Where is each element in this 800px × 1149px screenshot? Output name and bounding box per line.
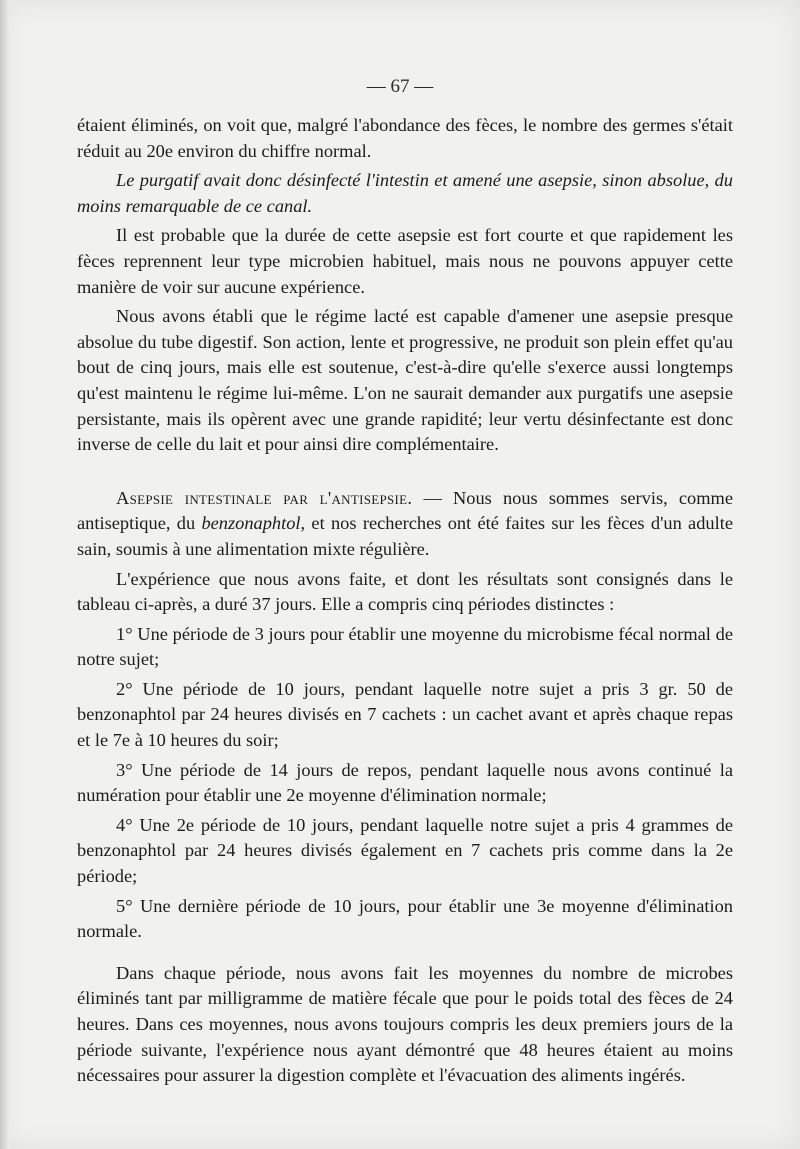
section-lead-1: — Nous nous sommes servis, comme antiseptique, du [77, 487, 733, 534]
paragraph-asepsie-duree: Il est probable que la durée de cette asepsie est fort courte et que rapidement les fèces reprennent leur type microbien habituel, mais nous ne pouvons appuyer cette manière de voir sur aucune expérience. [77, 225, 733, 297]
list-item-periode-3: 3° Une période de 14 jours de repos, pendant laquelle nous avons continué la numération pour établir une 2e moyenne d'élimination normale; [77, 759, 733, 806]
section-heading: Asepsie intestinale par l'antisepsie. [116, 487, 413, 508]
paragraph-italic-conclusion: Le purgatif avait donc désinfecté l'intestin et amené une asepsie, sinon absolue, du moins remarquable de ce canal. [77, 170, 733, 216]
page-edge-shadow [0, 0, 10, 1149]
list-item-periode-4: 4° Une 2e période de 10 jours, pendant laquelle notre sujet a pris 4 grammes de benzonaphtol par 24 heures divisés également en 7 cachets pris comme dans la 2e période; [77, 814, 733, 887]
page-number: — 67 — [366, 76, 434, 97]
list-item-periode-5: 5° Une dernière période de 10 jours, pour établir une 3e moyenne d'élimination normale. [77, 895, 733, 942]
paragraph-experience: L'expérience que nous avons faite, et dont les résultats sont consignés dans le tableau ci-après, a duré 37 jours. Elle a compris cinq périodes distinctes : [77, 568, 733, 615]
paragraph-continuation: étaient éliminés, on voit que, malgré l'abondance des fèces, le nombre des germes s'était réduit au 20e environ du chiffre normal. [77, 115, 733, 161]
list-item-periode-2: 2° Une période de 10 jours, pendant laquelle notre sujet a pris 3 gr. 50 de benzonaphtol par 24 heures divisés en 7 cachets : un cachet avant et après chaque repas et le 7e à 10 heures du soir; [77, 678, 733, 751]
body-text [77, 113, 733, 1093]
drug-name: benzonaphtol [201, 513, 301, 534]
paragraph-regime-lacte: Nous avons établi que le régime lacté est capable d'amener une asepsie presque absolue du tube digestif. Son action, lente et progressive, ne produit son plein effet qu'au bout de cinq jours, mais elle est soutenue, c'est-à-dire qu'elle s'exerce aussi longtemps qu'est maintenu le régime lui-même. L'on ne saurait demander aux purgatifs une asepsie persistante, mais ils opèrent avec une grande rapidité; leur vertu désinfectante est donc inverse de celle du lait et pour ainsi dire complémentaire. [77, 306, 733, 455]
section-lead-2: , et nos recherches ont été faites sur les fèces d'un adulte sain, soumis à une alimentation mixte régulière. [77, 513, 733, 559]
paragraph-moyennes: Dans chaque période, nous avons fait les moyennes du nombre de microbes éliminés tant par milligramme de matière fécale que pour le poids total des fèces de 24 heures. Dans ces moyennes, nous avons toujours compris les deux premiers jours de la période suivante, l'expérience nous ayant démontré que 48 heures étaient au moins nécessaires pour assurer la digestion complète et l'évacuation des aliments ingérés. [77, 962, 733, 1086]
list-item-periode-1: 1° Une période de 3 jours pour établir une moyenne du microbisme fécal normal de notre sujet; [77, 623, 733, 670]
section-paragraph-antisepsie [77, 486, 733, 563]
